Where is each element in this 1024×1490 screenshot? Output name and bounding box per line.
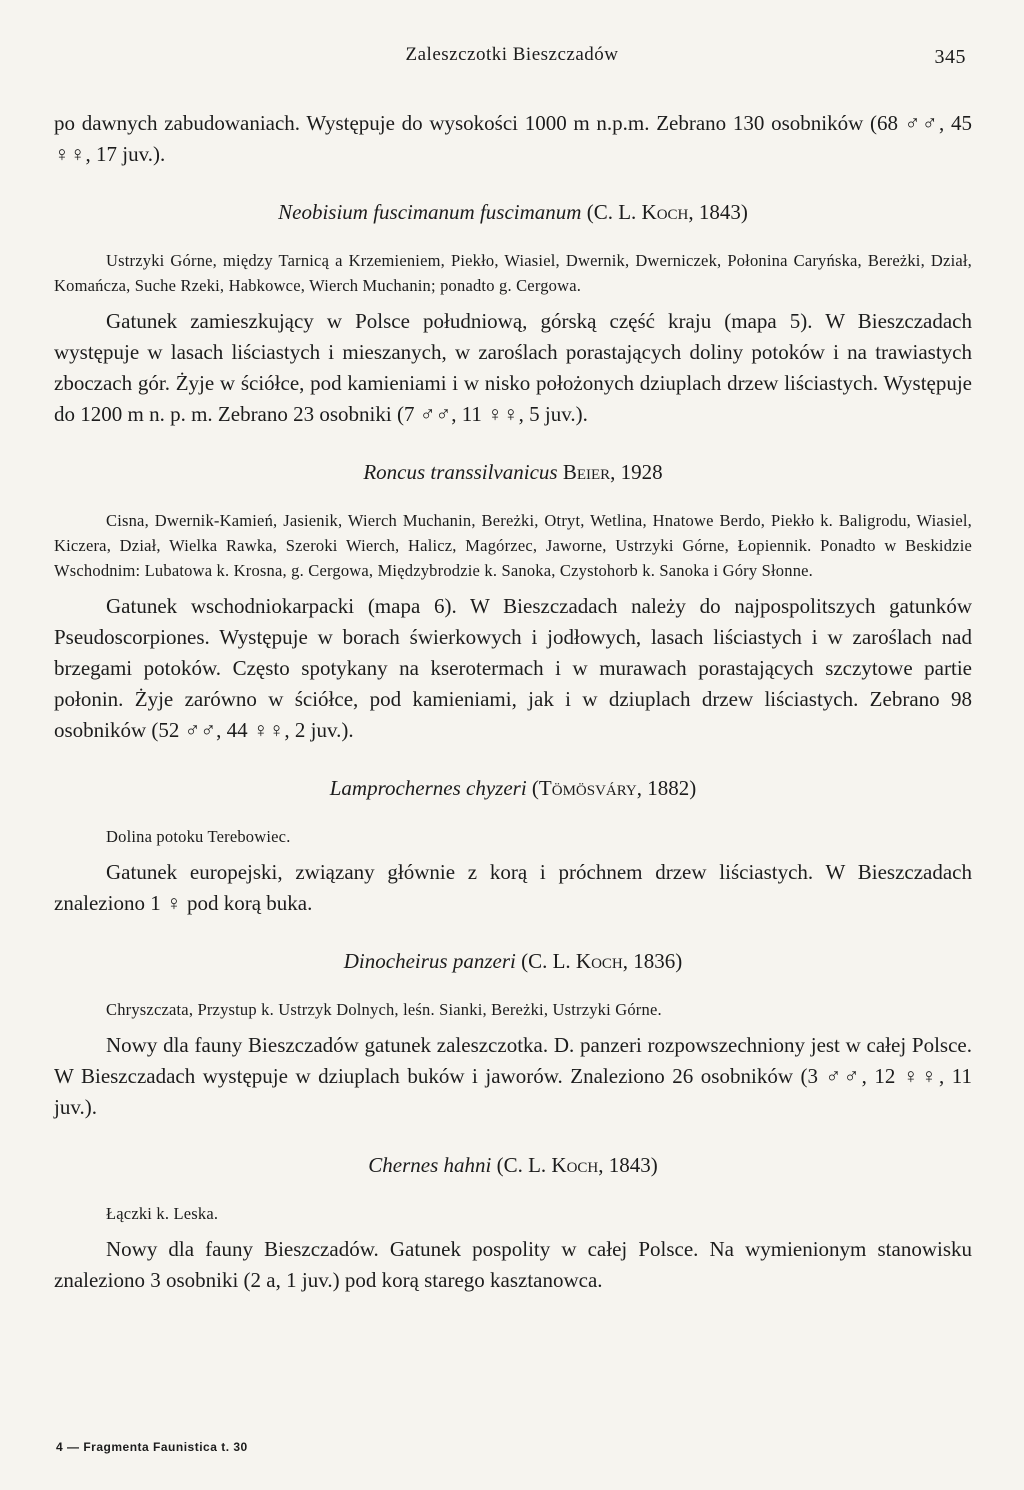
species-author: Beier, 1928 xyxy=(562,460,663,484)
species-description: Gatunek zamieszkujący w Polsce południową, górską część kraju (mapa 5). W Bieszczadach występuje w lasach liściastych i mieszanych, w zaroślach porastających doliny potoków i na trawiastych zboczach gór. Żyje w ściółce, pod kamieniami i w nisko położonych dziuplach drzew liściastych. Występuje do 1200 m n. p. m. Zebrano 23 osobniki (7 ♂♂, 11 ♀♀, 5 juv.). xyxy=(54,309,972,426)
running-header xyxy=(54,44,970,74)
running-title: Zaleszczotki Bieszczadów xyxy=(405,44,619,65)
species-description: Nowy dla fauny Bieszczadów gatunek zaleszczotka. D. panzeri rozpowszechniony jest w całej Polsce. W Bieszczadach występuje w dziuplach buków i jaworów. Znaleziono 26 osobników (3 ♂♂, 12 ♀♀, 11 juv.). xyxy=(54,1033,972,1119)
species-heading xyxy=(54,774,972,802)
species-name: Dinocheirus panzeri xyxy=(343,949,516,973)
species-author: (Tömösváry, 1882) xyxy=(531,776,697,800)
species-author: (C. L. Koch, 1836) xyxy=(521,949,683,973)
species-heading xyxy=(54,198,972,226)
species-localities: Cisna, Dwernik-Kamień, Jasienik, Wierch Muchanin, Bereżki, Otryt, Wetlina, Hnatowe Berdo, Piekło k. Baligrodu, Wiasiel, Kiczera, Dział, Wielka Rawka, Szeroki Wierch, Halicz, Magórzec, Jaworne, Ustrzyki Górne, Łopiennik. Ponadto w Beskidzie Wschodnim: Lubatowa k. Krosna, g. Cergowa, Międzybrodzie k. Sanoka, Czystohorb k. Sanoka i Góry Słonne. xyxy=(54,511,972,580)
species-localities: Chryszczata, Przystup k. Ustrzyk Dolnych, leśn. Sianki, Bereżki, Ustrzyki Górne. xyxy=(106,1000,662,1019)
page-number: 345 xyxy=(934,46,966,68)
species-author: (C. L. Koch, 1843) xyxy=(496,1153,658,1177)
species-heading xyxy=(54,1151,972,1179)
species-localities: Łączki k. Leska. xyxy=(106,1204,219,1223)
intro-paragraph: po dawnych zabudowaniach. Występuje do wysokości 1000 m n.p.m. Zebrano 130 osobników (68 ♂♂, 45 ♀♀, 17 juv.). xyxy=(54,111,972,166)
document-body xyxy=(54,108,972,1296)
species-author: (C. L. Koch, 1843) xyxy=(586,200,748,224)
species-description: Gatunek europejski, związany głównie z korą i próchnem drzew liściastych. W Bieszczadach znaleziono 1 ♀ pod korą buka. xyxy=(54,860,972,915)
species-description: Gatunek wschodniokarpacki (mapa 6). W Bieszczadach należy do najpospolitszych gatunków Pseudoscorpiones. Występuje w borach świerkowych i jodłowych, lasach liściastych i w zaroślach nad brzegami potoków. Często spotykany na kserotermach i w murawach porastających szczytowe partie połonin. Żyje zarówno w ściółce, pod kamieniami, jak i w dziuplach drzew liściastych. Zebrano 98 osobników (52 ♂♂, 44 ♀♀, 2 juv.). xyxy=(54,594,972,742)
species-heading xyxy=(54,947,972,975)
species-name: Lamprochernes chyzeri xyxy=(329,776,527,800)
species-description: Nowy dla fauny Bieszczadów. Gatunek pospolity w całej Polsce. Na wymienionym stanowisku znaleziono 3 osobniki (2 a, 1 juv.) pod korą starego kasztanowca. xyxy=(54,1237,972,1292)
page-footer: 4 — Fragmenta Faunistica t. 30 xyxy=(56,1440,248,1454)
species-heading xyxy=(54,458,972,486)
species-localities: Dolina potoku Terebowiec. xyxy=(106,827,291,846)
species-localities: Ustrzyki Górne, między Tarnicą a Krzemieniem, Piekło, Wiasiel, Dwernik, Dwerniczek, Połonina Caryńska, Bereżki, Dział, Komańcza, Suche Rzeki, Habkowce, Wierch Muchanin; ponadto g. Cergowa. xyxy=(54,251,972,295)
species-name: Roncus transsilvanicus xyxy=(363,460,558,484)
species-name: Neobisium fuscimanum fuscimanum xyxy=(278,200,582,224)
species-name: Chernes hahni xyxy=(368,1153,492,1177)
